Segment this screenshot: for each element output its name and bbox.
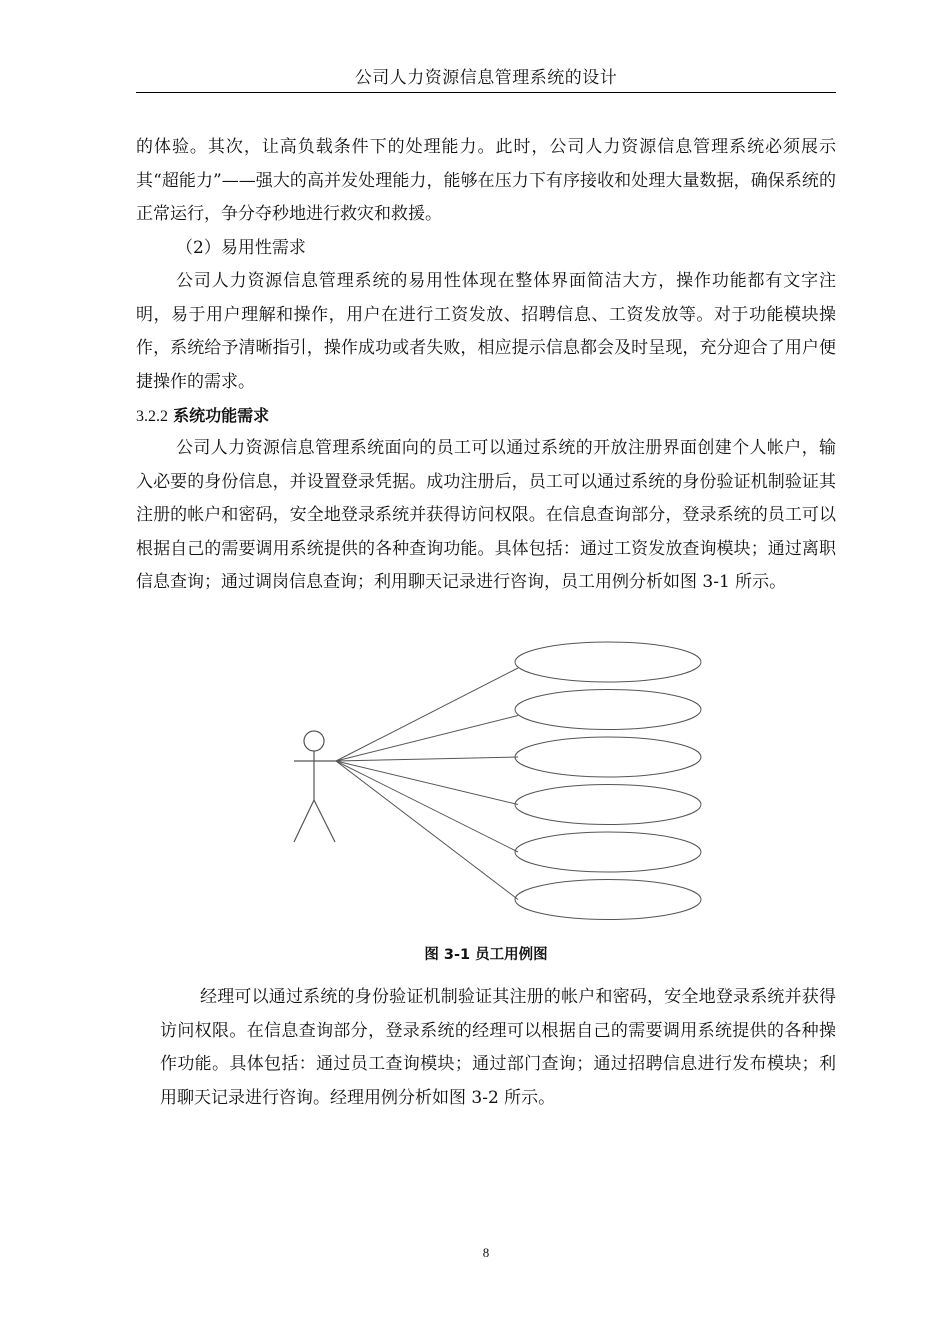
paragraph-usability: 公司人力资源信息管理系统的易用性体现在整体界面简洁大方，操作功能都有文字注明，易于用户理解和操作，用户在进行工资发放、招聘信息、工资发放等。对于功能模块操作，系统给予清晰指引，操作成功或者失败，相应提示信息都会及时呈现，充分迎合了用户便捷操作的需求。 xyxy=(136,271,836,392)
actor-figure xyxy=(294,731,336,842)
use-case-ellipse-1 xyxy=(515,642,701,682)
paragraph-function-requirements: 公司人力资源信息管理系统面向的员工可以通过系统的开放注册界面创建个人帐户，输入必要的身份信息，并设置登录凭据。成功注册后，员工可以通过系统的身份验证机制验证其注册的帐户和密码，安全地登录系统并获得访问权限。在信息查询部分，登录系统的员工可以根据自己的需要调用系统提供的各种查询功能。具体包括：通过工资发放查询模块；通过离职信息查询；通过调岗信息查询；利用聊天记录进行咨询，员工用例分析如图 3-1 所示。 xyxy=(136,438,836,592)
section-number: 3.2.2 xyxy=(136,408,168,425)
use-case-ellipse-2 xyxy=(515,690,701,730)
use-case-ellipses xyxy=(515,642,701,920)
page-number: 8 xyxy=(482,1245,490,1260)
use-case-ellipse-6 xyxy=(515,880,701,920)
association-line-5 xyxy=(336,761,518,852)
use-case-ellipse-3 xyxy=(515,737,701,777)
use-case-ellipse-5 xyxy=(515,832,701,872)
paragraph-manager-use-case: 经理可以通过系统的身份验证机制验证其注册的帐户和密码，安全地登录系统并获得访问权限。在信息查询部分，登录系统的经理可以根据自己的需要调用系统提供的各种操作功能。具体包括：通过员工查询模块；通过部门查询；通过招聘信息进行发布模块；利用聊天记录进行咨询。经理用例分析如图 3-2 所示。 xyxy=(160,987,836,1108)
association-line-1 xyxy=(336,668,518,761)
association-line-6 xyxy=(336,761,518,900)
use-case-diagram-svg xyxy=(280,640,720,930)
section-heading xyxy=(136,399,269,434)
association-lines xyxy=(336,668,518,900)
running-header: 公司人力资源信息管理系统的设计 xyxy=(354,68,618,88)
association-line-2 xyxy=(336,716,518,762)
figure-caption: 图 3-1 员工用例图 xyxy=(424,947,548,963)
actor-left-leg xyxy=(294,800,314,842)
use-case-ellipse-4 xyxy=(515,785,701,825)
paragraph-performance-continuation: 的体验。其次，让高负载条件下的处理能力。此时，公司人力资源信息管理系统必须展示其“超能力”——强大的高并发处理能力，能够在压力下有序接收和处理大量数据，确保系统的正常运行，争分夺秒地进行救灾和救援。 xyxy=(136,137,836,224)
header-rule xyxy=(136,92,836,93)
association-line-3 xyxy=(336,757,518,761)
actor-right-leg xyxy=(314,800,335,842)
association-line-4 xyxy=(336,761,518,805)
usability-heading: （2）易用性需求 xyxy=(176,238,306,258)
use-case-diagram xyxy=(280,640,720,930)
section-title: 系统功能需求 xyxy=(173,406,270,425)
actor-head xyxy=(304,731,324,751)
